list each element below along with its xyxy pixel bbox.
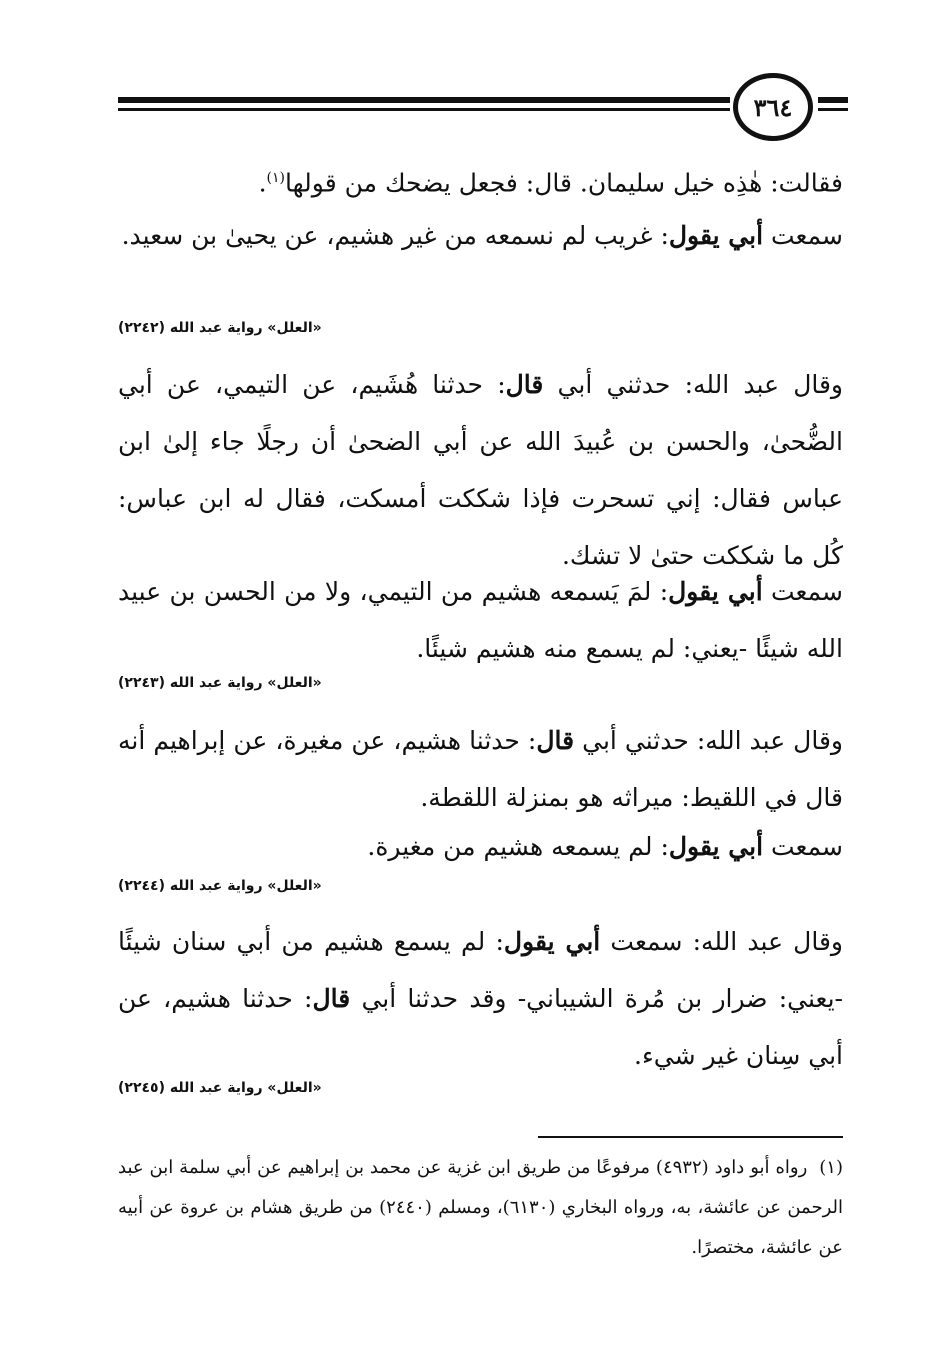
paragraph-5: وقال عبد الله: حدثني أبي قال: حدثنا هشيم، عن مغيرة، عن إبراهيم أنه قال في اللقيط: ميراثه هو بمنزلة اللقطة. <box>118 726 843 812</box>
citation-ref-2242: «العلل» رواية عبد الله (٢٢٤٢) <box>118 320 322 336</box>
footnote-separator <box>538 1136 843 1138</box>
paragraph-3: وقال عبد الله: حدثني أبي قال: حدثنا هُشَيم، عن التيمي، عن أبي الضُّحىٰ، والحسن بن عُبيدَ الله عن أبي الضحىٰ أن رجلًا جاء إلىٰ ابن عباس فقال: إني تسحرت فإذا شككت أمسكت، فقال له ابن عباس: كُل ما شككت حتىٰ لا تشك. <box>118 370 843 570</box>
citation-ref-2243: «العلل» رواية عبد الله (٢٢٤٣) <box>118 675 322 691</box>
footnote-ref: (١) <box>266 170 286 186</box>
footnote-marker: (١) <box>819 1157 843 1178</box>
paragraph-6: سمعت أبي يقول: لم يسمعه هشيم من مغيرة. <box>367 832 843 861</box>
paragraph-1: فقالت: هٰذِه خيل سليمان. قال: فجعل يضحك من قولها$^{(١)}$. <box>258 168 843 198</box>
paragraph-7: وقال عبد الله: سمعت أبي يقول: لم يسمع هشيم من أبي سنان شيئًا -يعني: ضرار بن مُرة الشيباني- وقد حدثنا أبي قال: حدثنا هشيم، عن أبي سِنان غير شيء. <box>118 927 843 1070</box>
citation-ref-2245: «العلل» رواية عبد الله (٢٢٤٥) <box>118 1080 322 1096</box>
citation-ref-2244: «العلل» رواية عبد الله (٢٢٤٤) <box>118 878 322 894</box>
page-number: ٣٦٤ <box>753 92 793 122</box>
footnote <box>118 1148 843 1268</box>
footnote-text: رواه أبو داود (٤٩٣٢) مرفوعًا من طريق ابن غزية عن محمد بن إبراهيم عن أبي سلمة ابن عبد الرحمن عن عائشة، به، ورواه البخاري (٦١٣٠)، ومسلم (٢٤٤٠) من طريق هشام بن عروة عن أبيه عن عائشة، مختصرًا. <box>118 1157 843 1258</box>
paragraph-2: سمعت أبي يقول: غريب لم نسمعه من غير هشيم، عن يحيىٰ بن سعيد. <box>121 221 843 250</box>
body-text <box>118 0 843 1349</box>
paragraph-4: سمعت أبي يقول: لمَ يَسمعه هشيم من التيمي، ولا من الحسن بن عبيد الله شيئًا -يعني: لم يسمع منه هشيم شيئًا. <box>118 577 843 663</box>
